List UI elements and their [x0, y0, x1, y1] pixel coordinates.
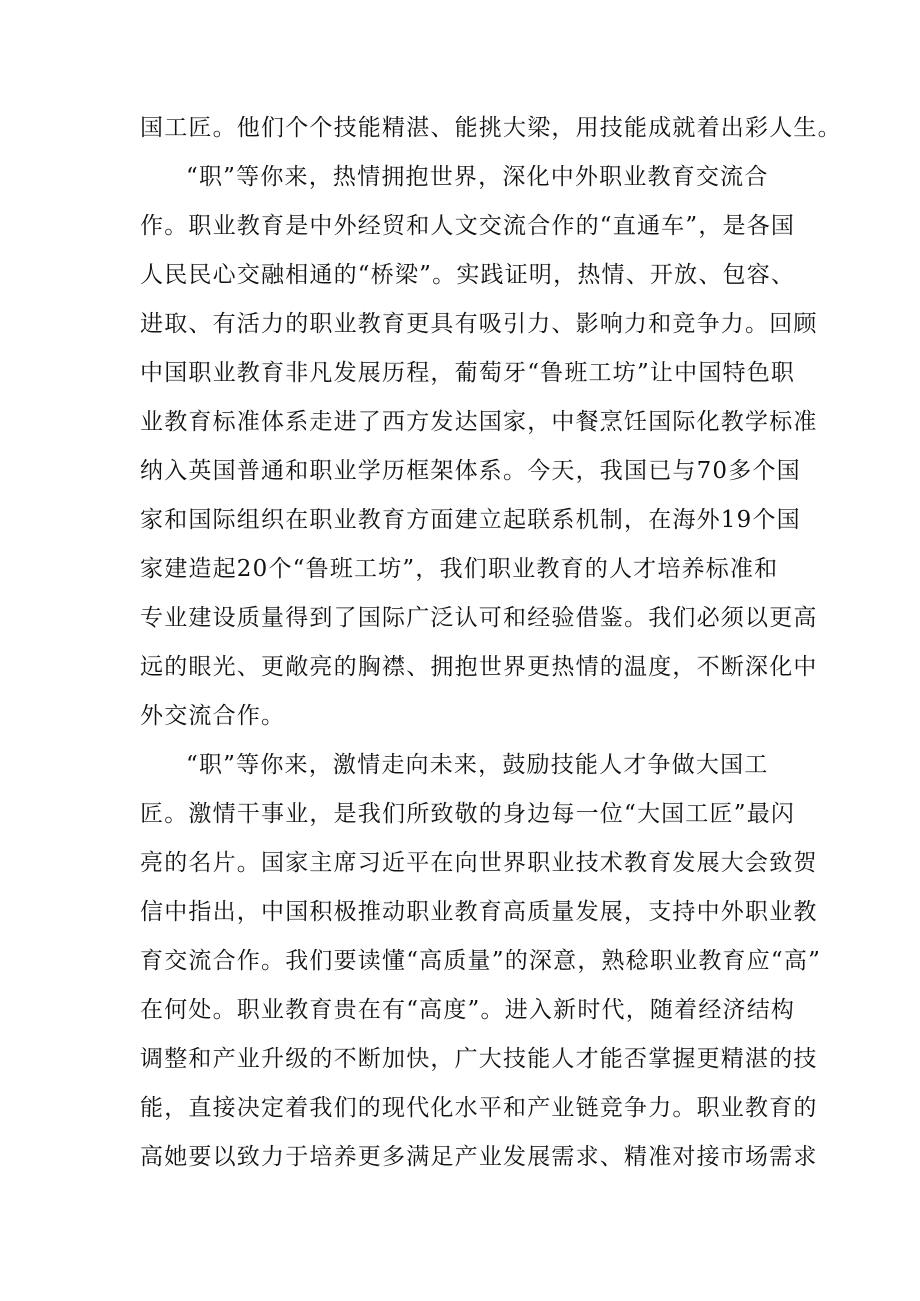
text-line: 信中指出，中国积极推动职业教育高质量发展，支持中外职业教: [140, 899, 818, 925]
text-line: 中国职业教育非凡发展历程，葡萄牙“鲁班工坊”让中国特色职: [140, 360, 796, 386]
text-line: 匠。激情干事业，是我们所致敬的身边每一位“大国工匠”最闪: [140, 801, 796, 827]
text-line: 外交流合作。: [140, 703, 286, 729]
text-line: 亮的名片。国家主席习近平在向世界职业技术教育发展大会致贺: [140, 850, 818, 876]
text-line: 高她要以致力于培养更多满足产业发展需求、精准对接市场需求: [140, 1144, 818, 1170]
text-line: 专业建设质量得到了国际广泛认可和经验借鉴。我们必须以更高: [140, 605, 818, 631]
text-line: 国工匠。他们个个技能精湛、能挑大梁，用技能成就着出彩人生。: [140, 115, 842, 141]
text-line: 育交流合作。我们要读懂“高质量”的深意，熟稔职业教育应“高”: [140, 948, 822, 974]
text-line: 在何处。职业教育贵在有“高度”。进入新时代，随着经济结构: [140, 997, 796, 1023]
text-line: 家建造起20个“鲁班工坊”，我们职业教育的人才培养标准和: [140, 556, 779, 582]
paragraph-first-line: “职”等你来，激情走向未来，鼓励技能人才争做大国工: [186, 752, 769, 778]
text-line: 人民民心交融相通的“桥梁”。实践证明，热情、开放、包容、: [140, 262, 796, 288]
text-line: 能，直接决定着我们的现代化水平和产业链竞争力。职业教育的: [140, 1095, 818, 1121]
text-line: 进取、有活力的职业教育更具有吸引力、影响力和竞争力。回顾: [140, 311, 818, 337]
text-line: 业教育标准体系走进了西方发达国家，中餐烹饪国际化教学标准: [140, 409, 818, 435]
text-line: 纳入英国普通和职业学历框架体系。今天，我国已与70多个国: [140, 458, 801, 484]
paragraph-first-line: “职”等你来，热情拥抱世界，深化中外职业教育交流合: [186, 164, 769, 190]
text-line: 家和国际组织在职业教育方面建立起联系机制，在海外19个国: [140, 507, 801, 533]
text-line: 作。职业教育是中外经贸和人文交流合作的“直通车”，是各国: [140, 213, 796, 239]
text-line: 远的眼光、更敞亮的胸襟、拥抱世界更热情的温度，不断深化中: [140, 654, 818, 680]
text-line: 调整和产业升级的不断加快，广大技能人才能否掌握更精湛的技: [140, 1046, 818, 1072]
